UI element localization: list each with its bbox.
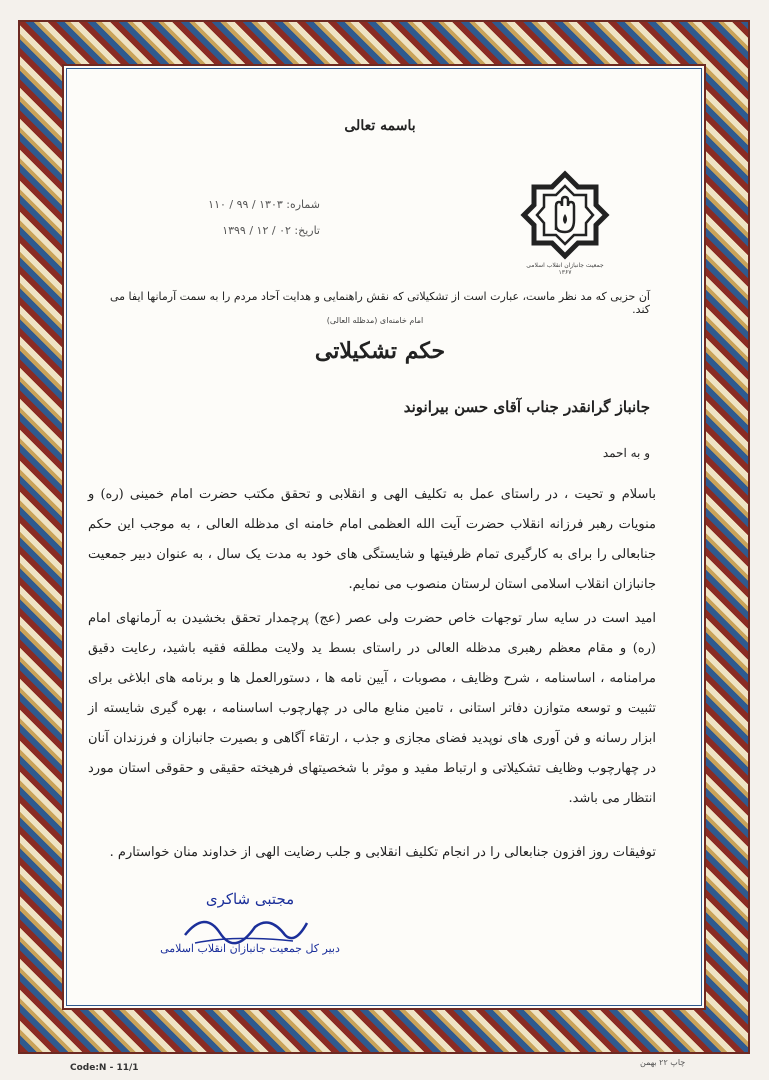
letter-number: شماره: ۱۳۰۳ / ۹۹ / ۱۱۰ xyxy=(208,198,320,211)
signatory-title: دبیر کل جمعیت جانبازان انقلاب اسلامی xyxy=(160,942,340,955)
addressee: جانباز گرانقدر جناب آقای حسن بیرانوند xyxy=(403,398,650,416)
quote-attribution: امام خامنه‌ای (مدظله العالی) xyxy=(326,316,424,325)
body-paragraph: باسلام و تحیت ، در راستای عمل به تکلیف الهی و انقلابی و تحقق مکتب حضرت امام خمینی (ره) و منویات رهبر فرزانه انقلاب حضرت آیت الله العظمی امام خامنه ای مدظله العالی ، به موجب این حکم جنابعالی را برای به کارگیری تمام ظرفیتها و شایستگی های خود به مدت یک سال ، به عنوان دبیر جمعیت جانبازان انقلاب اسلامی استان لرستان منصوب می نمایم. xyxy=(88,487,656,592)
printer-mark: چاپ ۲۲ بهمن xyxy=(640,1058,686,1067)
signatory-name: مجتبی شاکری xyxy=(205,890,295,908)
closing-sentence: توفیقات روز افزون جنابعالی را در انجام تکلیف انقلابی و جلب رضایت الهی از خداوند منان خواستارم . xyxy=(109,845,656,860)
letter-body xyxy=(88,480,656,818)
basmala: باسمه تعالی xyxy=(344,118,416,134)
organization-logo-icon xyxy=(520,170,610,260)
document-title: حکم تشکیلاتی xyxy=(314,338,446,364)
form-code: Code:N - 11/1 xyxy=(70,1063,139,1073)
greeting: و به احمد xyxy=(602,446,650,460)
letter-date: تاریخ: ۰۲ / ۱۲ / ۱۳۹۹ xyxy=(222,224,320,237)
body-paragraph: امید است در سایه سار توجهات خاص حضرت ولی عصر (عج) پرچمدار تحقق بخشیدن به آرمانهای امام (ره) و مقام معظم رهبری مدظله العالی در راستای بسط ید ولایت مطلقه فقیه باشید، رعایت دقیق مرامنامه ، اساسنامه ، شرح وظایف ، مصوبات ، آیین نامه ها ، دستورالعمل ها و برنامه های ابلاغی برای تثبیت و توسعه متوازن دفاتر استانی ، تامین منابع مالی در چهارچوب اساسنامه ، بهره گیری شایسته از ابزار رسانه و فن آوری های نوپدید فضای مجازی و جذب ، ارتقاء آگاهی و بصیرت جانبازان و فرزندان آنان در چهارچوب وظایف تشکیلاتی و ارتباط مفید و موثر با شخصیتهای فرهیخته حقیقی و حقوقی استان مورد انتظار می باشد. xyxy=(88,611,656,806)
leader-quote: آن حزبی که مد نظر ماست، عبارت است از تشکیلاتی که نقش راهنمایی و هدایت آحاد مردم را به سمت آرمانها ایفا می کند. xyxy=(109,290,650,316)
logo-caption: جمعیت جانبازان انقلاب اسلامی ۱۳۶۷ xyxy=(526,262,604,276)
